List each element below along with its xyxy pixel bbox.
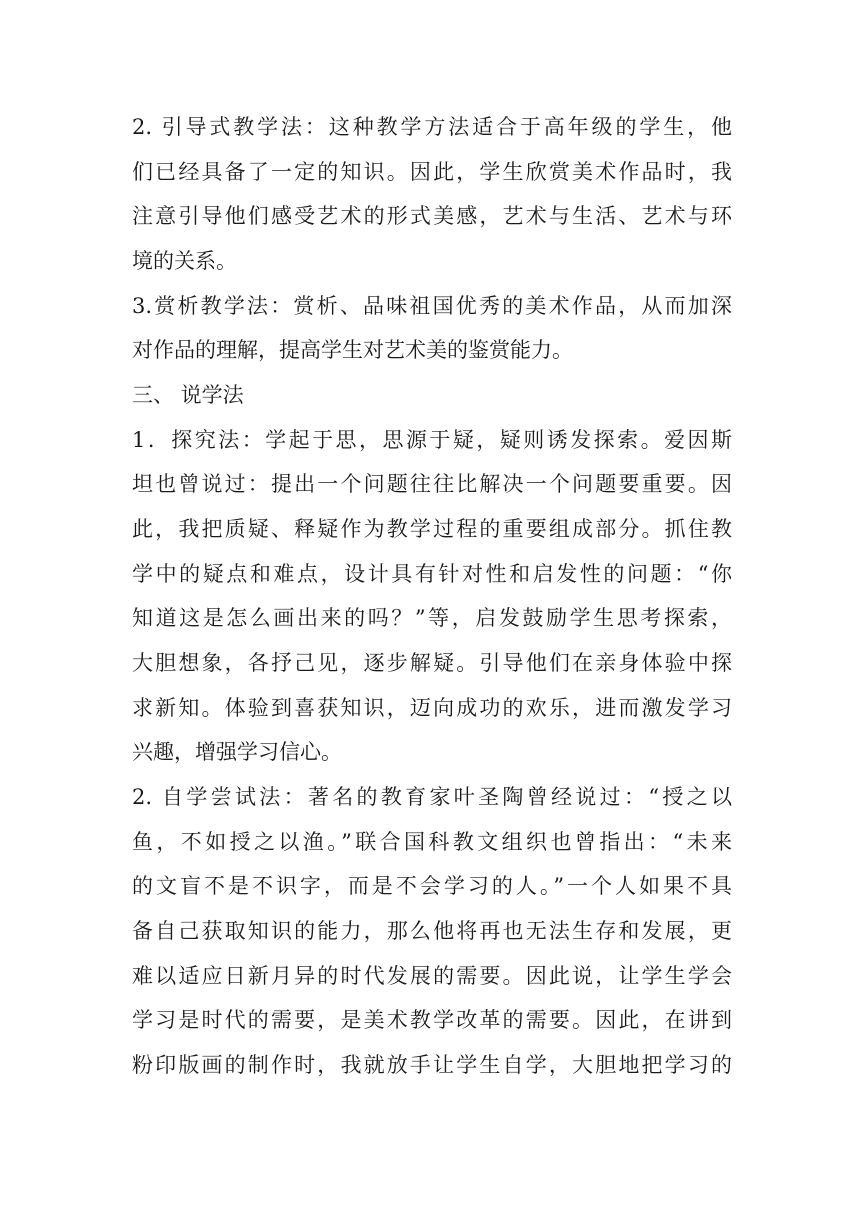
text-line: 粉印版画的制作时，我就放手让学生自学，大胆地把学习的	[132, 1053, 732, 1077]
text-line: 鱼，不如授之以渔。”联合国科教文组织也曾指出：“未来	[132, 830, 732, 854]
text-line: 坦也曾说过：提出一个问题往往比解决一个问题要重要。因	[132, 472, 732, 496]
text-line: 求新知。体验到喜获知识，迈向成功的欢乐，进而激发学习	[132, 696, 732, 720]
text-line: 的文盲不是不识字，而是不会学习的人。”一个人如果不具	[132, 874, 732, 898]
text-line: 注意引导他们感受艺术的形式美感，艺术与生活、艺术与环	[132, 204, 732, 228]
text-line: 们已经具备了一定的知识。因此，学生欣赏美术作品时，我	[132, 160, 732, 184]
section-heading: 三、 说学法	[132, 383, 244, 407]
text-line: 学中的疑点和难点，设计具有针对性和启发性的问题：“你	[132, 562, 732, 586]
text-line: 2. 引导式教学法：这种教学方法适合于高年级的学生，他	[132, 115, 732, 139]
text-line: 学习是时代的需要，是美术教学改革的需要。因此，在讲到	[132, 1008, 732, 1032]
text-line: 2. 自学尝试法：著名的教育家叶圣陶曾经说过：“授之以	[132, 785, 732, 809]
text-line: 大胆想象，各抒己见，逐步解疑。引导他们在亲身体验中探	[132, 651, 732, 675]
text-line: 此，我把质疑、释疑作为教学过程的重要组成部分。抓住教	[132, 517, 732, 541]
text-line: 难以适应日新月异的时代发展的需要。因此说，让学生学会	[132, 964, 732, 988]
text-line: 3.赏析教学法：赏析、品味祖国优秀的美术作品，从而加深	[132, 294, 732, 318]
text-line: 兴趣，增强学习信心。	[132, 740, 342, 764]
text-line: 境的关系。	[132, 249, 237, 273]
text-line: 知道这是怎么画出来的吗？”等，启发鼓励学生思考探索，	[132, 606, 732, 630]
text-line: 对作品的理解，提高学生对艺术美的鉴赏能力。	[132, 338, 573, 362]
text-line: 1．探究法：学起于思，思源于疑，疑则诱发探索。爱因斯	[132, 428, 732, 452]
text-line: 备自己获取知识的能力，那么他将再也无法生存和发展，更	[132, 919, 732, 943]
